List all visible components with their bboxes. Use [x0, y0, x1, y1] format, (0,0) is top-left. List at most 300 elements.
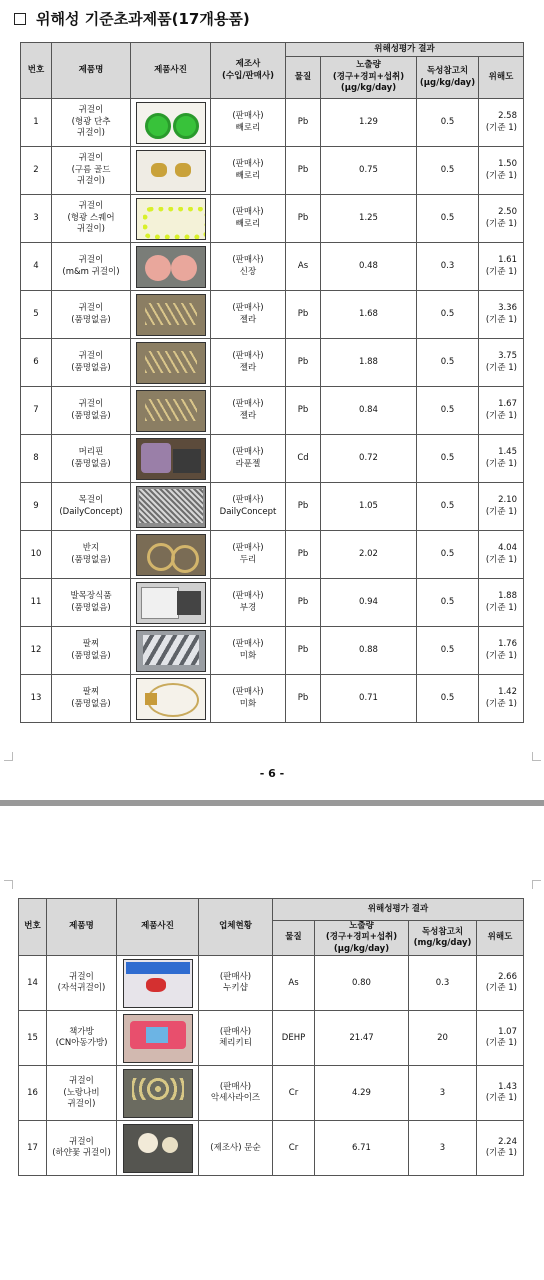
- risk-value: [479, 483, 524, 531]
- hazard-table-page2: [18, 898, 524, 1176]
- substance: [286, 387, 321, 435]
- header-product-name: 제품명: [52, 43, 131, 99]
- exposure-value-text: 0.84: [359, 404, 378, 415]
- corner-mark: [4, 752, 13, 761]
- chain-necklace-photo: [136, 486, 206, 528]
- row-number: [21, 387, 52, 435]
- reference-value: [417, 195, 479, 243]
- risk-value-text: 1.07 (기준 1): [485, 1026, 517, 1049]
- table-row: [19, 1066, 524, 1121]
- risk-value-text: 1.88 (기준 1): [485, 591, 517, 613]
- table-row: [21, 195, 524, 243]
- substance-text: Pb: [297, 644, 309, 655]
- product-name: [52, 483, 131, 531]
- hazard-table-page1: [20, 42, 524, 723]
- risk-value: [479, 339, 524, 387]
- table-row: [21, 147, 524, 195]
- exposure-value: [315, 1066, 409, 1121]
- pink-mm-earrings-photo: [136, 246, 206, 288]
- table-row: [21, 483, 524, 531]
- exposure-value: [315, 956, 409, 1011]
- product-photo: [131, 675, 211, 723]
- substance-text: Pb: [297, 692, 309, 703]
- header-no: 번호: [21, 43, 52, 99]
- substance-text: Pb: [297, 404, 309, 415]
- manufacturer-text: (판매사) DailyConcept: [219, 495, 277, 517]
- manufacturer: [211, 99, 286, 147]
- manufacturer: [211, 435, 286, 483]
- reference-value-text: 0.5: [440, 548, 455, 559]
- manufacturer: [211, 243, 286, 291]
- school-bag-photo: [123, 1014, 193, 1063]
- checkbox-square-icon: [14, 13, 26, 25]
- reference-value: [409, 1121, 477, 1176]
- reference-value: [417, 483, 479, 531]
- substance: [286, 675, 321, 723]
- risk-value-text: 1.45 (기준 1): [485, 447, 517, 469]
- header-evaluation: 위해성평가 결과: [273, 899, 524, 921]
- manufacturer: [211, 579, 286, 627]
- row-number-text: 1: [33, 116, 39, 127]
- risk-value-text: 3.75 (기준 1): [485, 351, 517, 373]
- exposure-value-text: 0.94: [359, 596, 378, 607]
- substance-text: DEHP: [281, 1032, 306, 1043]
- row-number: [21, 147, 52, 195]
- row-number: [21, 675, 52, 723]
- substance: [286, 483, 321, 531]
- product-name: [52, 147, 131, 195]
- product-name-text: 반지 (품명없음): [71, 543, 111, 565]
- manufacturer-text: (판매사) 젤라: [232, 399, 264, 421]
- header-reference: 독성참고치 (mg/kg/day): [409, 921, 477, 956]
- exposure-value-text: 1.25: [359, 212, 378, 223]
- row-number-text: 4: [33, 260, 39, 271]
- substance: [273, 1121, 315, 1176]
- substance: [273, 1066, 315, 1121]
- row-number: [21, 627, 52, 675]
- table-row: [19, 956, 524, 1011]
- pin-earrings-photo: [136, 342, 206, 384]
- exposure-value-text: 0.48: [359, 260, 378, 271]
- product-name: [52, 291, 131, 339]
- manufacturer: [211, 291, 286, 339]
- neon-square-earrings-photo: [136, 198, 206, 240]
- substance-text: Pb: [297, 308, 309, 319]
- row-number: [21, 531, 52, 579]
- title-text: 위해성 기준초과제품(17개용품): [36, 10, 250, 28]
- reference-value-text: 0.5: [440, 212, 455, 223]
- product-photo: [131, 243, 211, 291]
- magnet-earrings-photo: [123, 959, 193, 1008]
- product-photo: [117, 1121, 199, 1176]
- reference-value-text: 0.5: [440, 164, 455, 175]
- reference-value-text: 0.3: [440, 260, 455, 271]
- reference-value: [417, 387, 479, 435]
- substance: [286, 291, 321, 339]
- manufacturer-text: (판매사) 부경: [232, 591, 264, 613]
- exposure-value: [321, 435, 417, 483]
- bangle-photo: [136, 678, 206, 720]
- green-button-earrings-photo: [136, 102, 206, 144]
- hairpin-photo: [136, 438, 206, 480]
- reference-value: [417, 627, 479, 675]
- product-name: [52, 243, 131, 291]
- manufacturer: [199, 956, 273, 1011]
- product-photo: [131, 291, 211, 339]
- reference-value: [417, 243, 479, 291]
- corner-mark: [532, 880, 541, 889]
- substance: [286, 243, 321, 291]
- product-photo: [131, 195, 211, 243]
- header-product-name: 제품명: [47, 899, 117, 956]
- row-number-text: 5: [33, 308, 39, 319]
- substance-text: Pb: [297, 356, 309, 367]
- product-name-text: 팔찌 (품명없음): [71, 639, 111, 661]
- manufacturer: [211, 531, 286, 579]
- risk-value: [477, 956, 524, 1011]
- header-reference: 독성참고치 (μg/kg/day): [417, 57, 479, 99]
- risk-value: [477, 1121, 524, 1176]
- reference-value-text: 3: [439, 1087, 446, 1098]
- reference-value: [409, 1066, 477, 1121]
- manufacturer: [211, 147, 286, 195]
- product-name: [52, 675, 131, 723]
- substance-text: As: [297, 260, 309, 271]
- reference-value-text: 0.5: [440, 692, 455, 703]
- manufacturer-text: (판매사) 미화: [232, 639, 264, 661]
- reference-value-text: 3: [439, 1142, 446, 1153]
- row-number: [19, 1011, 47, 1066]
- butterfly-earrings-photo: [123, 1069, 193, 1118]
- product-name-text: 귀걸이 (형광 스퀘어 귀걸이): [67, 201, 115, 235]
- manufacturer-text: (제조사) 문순: [210, 1142, 261, 1153]
- header-evaluation: 위해성평가 결과: [286, 43, 524, 57]
- risk-value-text: 1.43 (기준 1): [485, 1081, 517, 1104]
- reference-value-text: 0.5: [440, 404, 455, 415]
- table-row: [21, 243, 524, 291]
- exposure-value: [321, 291, 417, 339]
- reference-value-text: 0.5: [440, 596, 455, 607]
- table-row: [21, 99, 524, 147]
- exposure-value: [321, 195, 417, 243]
- reference-value-text: 0.3: [435, 977, 450, 988]
- product-photo: [131, 339, 211, 387]
- substance-text: Pb: [297, 548, 309, 559]
- product-name-text: 머리핀 (품명없음): [71, 447, 111, 469]
- reference-value-text: 0.5: [440, 356, 455, 367]
- page-number: - 6 -: [259, 767, 285, 780]
- row-number-text: 11: [30, 596, 42, 607]
- exposure-value-text: 1.68: [359, 308, 378, 319]
- row-number-text: 3: [33, 212, 39, 223]
- risk-value: [479, 147, 524, 195]
- exposure-value-text: 1.05: [359, 500, 378, 511]
- substance: [273, 1011, 315, 1066]
- header-exposure: 노출량 (경구+경피+섭취) (μg/kg/day): [321, 57, 417, 99]
- row-number-text: 16: [27, 1087, 38, 1098]
- substance-text: Pb: [297, 500, 309, 511]
- row-number: [21, 579, 52, 627]
- product-name: [47, 1011, 117, 1066]
- manufacturer: [211, 195, 286, 243]
- risk-value: [479, 243, 524, 291]
- risk-value: [479, 627, 524, 675]
- risk-value-text: 3.36 (기준 1): [485, 303, 517, 325]
- substance-text: Cr: [288, 1087, 299, 1098]
- product-name: [52, 99, 131, 147]
- table-row: [21, 579, 524, 627]
- substance: [286, 339, 321, 387]
- exposure-value: [321, 99, 417, 147]
- header-substance: 물질: [273, 921, 315, 956]
- product-name-text: 책가방 (CN아동가방): [55, 1026, 108, 1049]
- reference-value-text: 0.5: [440, 452, 455, 463]
- row-number-text: 8: [33, 452, 39, 463]
- manufacturer-text: (판매사) 젤라: [232, 351, 264, 373]
- manufacturer-text: (판매사) 체리키티: [219, 1026, 252, 1049]
- exposure-value-text: 6.71: [352, 1142, 371, 1153]
- manufacturer: [211, 339, 286, 387]
- manufacturer-text: (판매사) 빼로리: [232, 159, 264, 181]
- product-name-text: 발목장식품 (품명없음): [70, 591, 112, 613]
- product-photo: [131, 435, 211, 483]
- header-risk: 위해도: [477, 921, 524, 956]
- exposure-value: [321, 147, 417, 195]
- exposure-value: [321, 627, 417, 675]
- reference-value: [417, 99, 479, 147]
- reference-value: [417, 339, 479, 387]
- corner-mark: [532, 752, 541, 761]
- header-exposure: 노출량 (경구+경피+섭취) (μg/kg/day): [315, 921, 409, 956]
- substance-text: As: [288, 977, 299, 988]
- exposure-value: [321, 339, 417, 387]
- risk-value: [477, 1066, 524, 1121]
- table-row: [21, 291, 524, 339]
- table-row: [21, 627, 524, 675]
- exposure-value-text: 0.88: [359, 644, 378, 655]
- product-name: [47, 1121, 117, 1176]
- product-name-text: 귀걸이 (하얀꽃 귀걸이): [52, 1136, 111, 1159]
- pin-earrings-photo: [136, 390, 206, 432]
- substance-text: Pb: [297, 212, 309, 223]
- row-number: [21, 435, 52, 483]
- product-name-text: 귀걸이 (노랑나비 귀걸이): [63, 1076, 100, 1110]
- row-number: [21, 483, 52, 531]
- product-name-text: 귀걸이 (자석귀걸이): [57, 971, 106, 994]
- page-title: [14, 8, 250, 29]
- row-number: [19, 956, 47, 1011]
- reference-value-text: 0.5: [440, 500, 455, 511]
- substance: [286, 195, 321, 243]
- risk-value: [479, 99, 524, 147]
- risk-value-text: 2.50 (기준 1): [485, 207, 517, 229]
- product-photo: [131, 387, 211, 435]
- header-company-status: 업체현황: [199, 899, 273, 956]
- row-number-text: 17: [27, 1142, 38, 1153]
- risk-value: [479, 579, 524, 627]
- row-number-text: 6: [33, 356, 39, 367]
- reference-value: [417, 675, 479, 723]
- product-name: [52, 579, 131, 627]
- substance: [286, 531, 321, 579]
- reference-value: [417, 579, 479, 627]
- row-number-text: 10: [30, 548, 42, 559]
- exposure-value-text: 2.02: [359, 548, 378, 559]
- product-name: [52, 435, 131, 483]
- product-photo: [131, 99, 211, 147]
- anklet-photo: [136, 582, 206, 624]
- product-photo: [117, 1011, 199, 1066]
- risk-value: [479, 435, 524, 483]
- manufacturer-text: (판매사) 라푼젤: [232, 447, 264, 469]
- white-flower-earrings-photo: [123, 1124, 193, 1173]
- exposure-value-text: 0.72: [359, 452, 378, 463]
- risk-value-text: 1.61 (기준 1): [485, 255, 517, 277]
- table-row: [21, 675, 524, 723]
- product-name: [52, 387, 131, 435]
- risk-value-text: 2.66 (기준 1): [485, 971, 517, 994]
- manufacturer: [199, 1121, 273, 1176]
- reference-value-text: 0.5: [440, 116, 455, 127]
- manufacturer: [211, 675, 286, 723]
- corner-mark: [4, 880, 13, 889]
- manufacturer-text: (판매사) 신장: [232, 255, 264, 277]
- exposure-value-text: 0.80: [352, 977, 371, 988]
- row-number: [19, 1066, 47, 1121]
- table-row: [21, 531, 524, 579]
- manufacturer-text: (판매사) 누키샵: [219, 971, 252, 994]
- product-photo: [131, 627, 211, 675]
- row-number-text: 14: [27, 977, 38, 988]
- manufacturer-text: (판매사) 빼로리: [232, 111, 264, 133]
- rings-photo: [136, 534, 206, 576]
- product-photo: [131, 147, 211, 195]
- manufacturer: [211, 627, 286, 675]
- exposure-value-text: 4.29: [352, 1087, 371, 1098]
- exposure-value-text: 1.29: [359, 116, 378, 127]
- risk-value-text: 1.50 (기준 1): [485, 159, 517, 181]
- manufacturer: [199, 1011, 273, 1066]
- header-product-photo: 제품사진: [131, 43, 211, 99]
- manufacturer-text: (판매사) 빼로리: [232, 207, 264, 229]
- substance-text: Pb: [297, 596, 309, 607]
- manufacturer-text: (판매사) 두리: [232, 543, 264, 565]
- product-photo: [131, 483, 211, 531]
- product-name: [47, 956, 117, 1011]
- product-name-text: 귀걸이 (m&m 귀걸이): [62, 255, 120, 277]
- reference-value: [417, 531, 479, 579]
- risk-value: [479, 675, 524, 723]
- product-name: [52, 339, 131, 387]
- reference-value: [417, 435, 479, 483]
- substance-text: Cr: [288, 1142, 299, 1153]
- row-number: [21, 291, 52, 339]
- product-name-text: 귀걸이 (구름 골드 귀걸이): [71, 153, 111, 187]
- reference-value: [409, 1011, 477, 1066]
- exposure-value: [321, 243, 417, 291]
- row-number: [19, 1121, 47, 1176]
- product-photo: [131, 531, 211, 579]
- risk-value-text: 2.10 (기준 1): [485, 495, 517, 517]
- product-name-text: 팔찌 (품명없음): [71, 687, 111, 709]
- risk-value: [479, 387, 524, 435]
- reference-value: [417, 147, 479, 195]
- product-name-text: 귀걸이 (품명없음): [71, 351, 111, 373]
- product-name-text: 귀걸이 (품명없음): [71, 399, 111, 421]
- header-no: 번호: [19, 899, 47, 956]
- table-row: [21, 435, 524, 483]
- gold-cloud-earrings-photo: [136, 150, 206, 192]
- reference-value-text: 0.5: [440, 644, 455, 655]
- exposure-value: [315, 1121, 409, 1176]
- manufacturer-text: (판매사) 미화: [232, 687, 264, 709]
- row-number-text: 7: [33, 404, 39, 415]
- substance: [286, 147, 321, 195]
- exposure-value-text: 0.71: [359, 692, 378, 703]
- product-name-text: 귀걸이 (품명없음): [71, 303, 111, 325]
- exposure-value-text: 0.75: [359, 164, 378, 175]
- product-name: [52, 195, 131, 243]
- manufacturer: [199, 1066, 273, 1121]
- row-number: [21, 243, 52, 291]
- bracelet-photo: [136, 630, 206, 672]
- exposure-value: [321, 531, 417, 579]
- exposure-value: [315, 1011, 409, 1066]
- substance: [286, 579, 321, 627]
- exposure-value: [321, 483, 417, 531]
- product-name: [47, 1066, 117, 1121]
- table-row: [21, 387, 524, 435]
- exposure-value: [321, 675, 417, 723]
- product-name-text: 목걸이 (DailyConcept): [59, 495, 123, 517]
- header-manufacturer: 제조사 (수입/판매사): [211, 43, 286, 99]
- manufacturer-text: (판매사) 악세사라이즈: [210, 1081, 261, 1104]
- risk-value: [479, 195, 524, 243]
- table-row: [21, 339, 524, 387]
- substance-text: Pb: [297, 164, 309, 175]
- substance-text: Cd: [297, 452, 309, 463]
- row-number-text: 15: [27, 1032, 38, 1043]
- risk-value: [477, 1011, 524, 1066]
- risk-value: [479, 531, 524, 579]
- row-number-text: 13: [30, 692, 42, 703]
- risk-value-text: 2.58 (기준 1): [485, 111, 517, 133]
- manufacturer: [211, 387, 286, 435]
- exposure-value: [321, 387, 417, 435]
- exposure-value-text: 21.47: [349, 1032, 374, 1043]
- row-number-text: 9: [33, 500, 39, 511]
- reference-value: [417, 291, 479, 339]
- manufacturer-text: (판매사) 젤라: [232, 303, 264, 325]
- page-break-divider: [0, 800, 544, 806]
- product-name: [52, 531, 131, 579]
- risk-value-text: 1.76 (기준 1): [485, 639, 517, 661]
- header-substance: 물질: [286, 57, 321, 99]
- product-photo: [117, 956, 199, 1011]
- substance-text: Pb: [297, 116, 309, 127]
- product-name: [52, 627, 131, 675]
- risk-value-text: 1.42 (기준 1): [485, 687, 517, 709]
- header-product-photo: 제품사진: [117, 899, 199, 956]
- reference-value: [409, 956, 477, 1011]
- product-photo: [117, 1066, 199, 1121]
- exposure-value-text: 1.88: [359, 356, 378, 367]
- row-number-text: 2: [33, 164, 39, 175]
- product-photo: [131, 579, 211, 627]
- reference-value-text: 0.5: [440, 308, 455, 319]
- exposure-value: [321, 579, 417, 627]
- row-number: [21, 99, 52, 147]
